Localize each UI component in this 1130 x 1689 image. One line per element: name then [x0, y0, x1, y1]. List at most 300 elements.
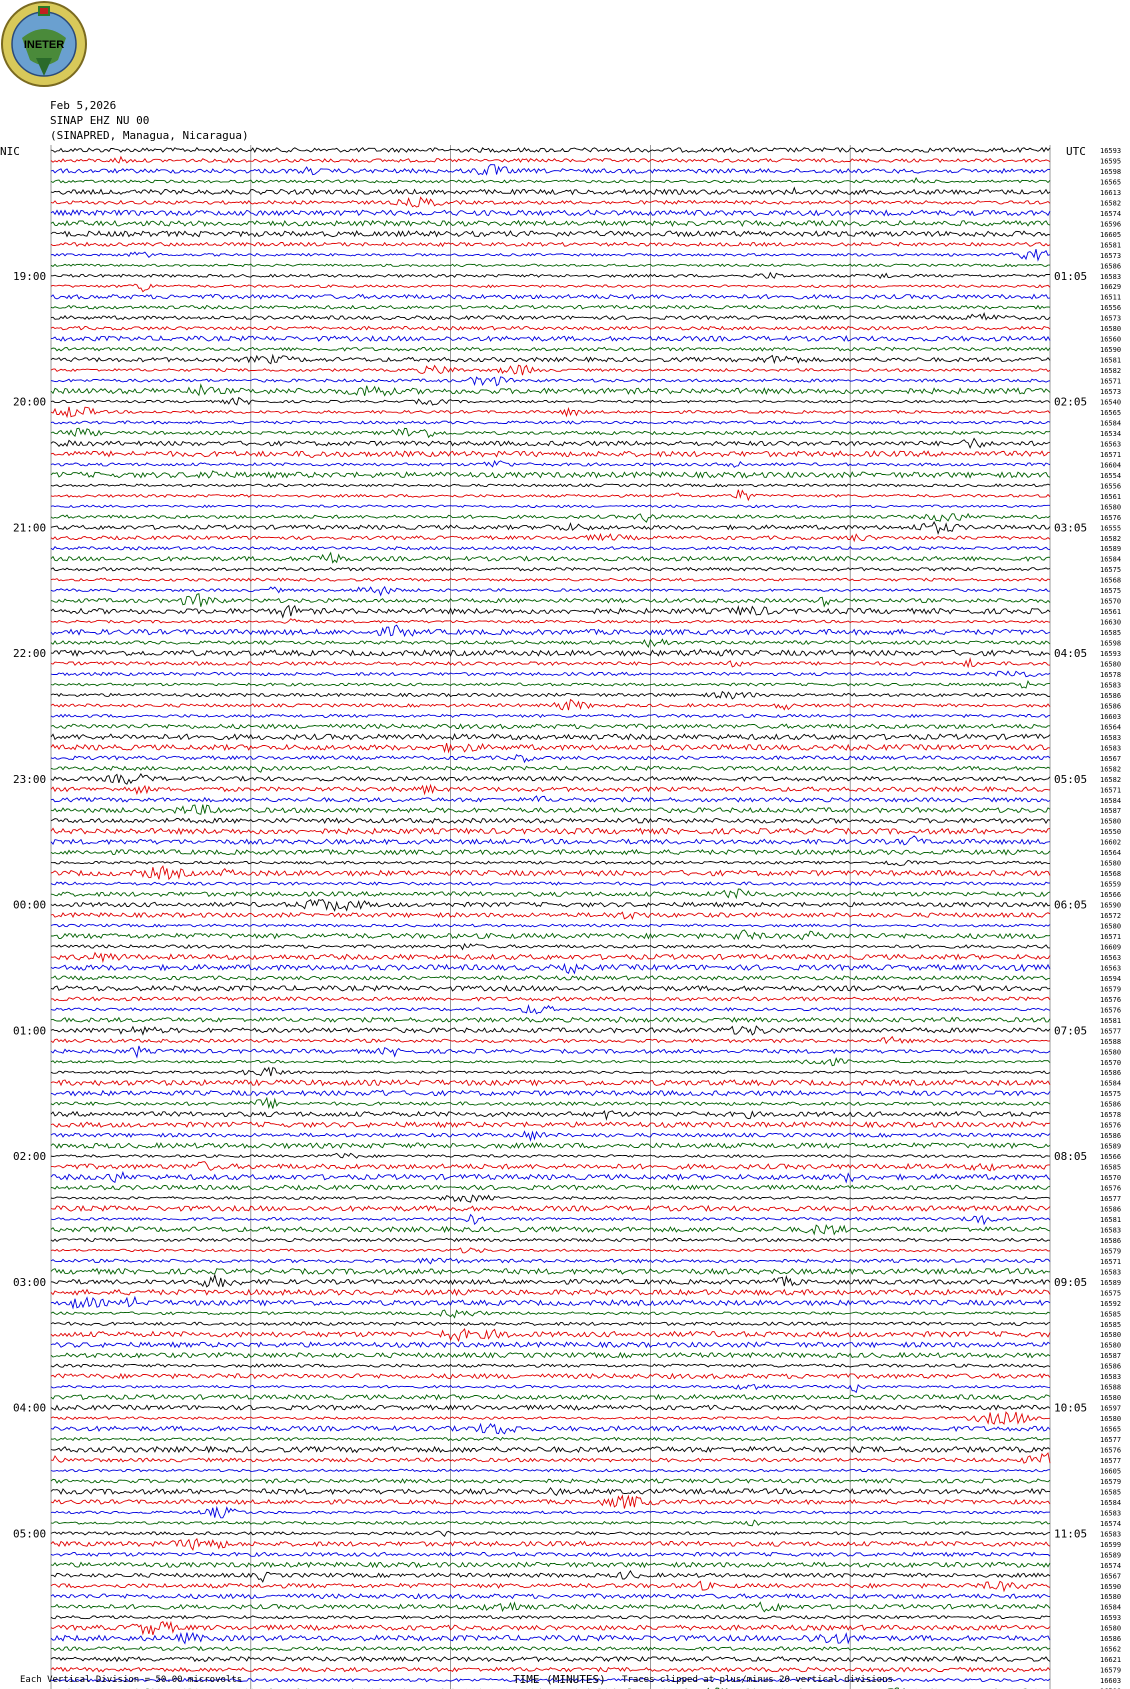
- trace-row: [51, 930, 1050, 940]
- trace-row: [51, 1225, 1050, 1234]
- row-count-label: 16583: [1100, 1509, 1122, 1518]
- trace-row: [51, 964, 1050, 973]
- trace-row: [51, 1058, 1050, 1065]
- trace-row: [51, 1238, 1050, 1241]
- row-count-label: 16578: [1100, 671, 1122, 679]
- trace-row: [51, 1006, 1050, 1014]
- trace-row: [51, 1594, 1050, 1599]
- trace-row: [51, 860, 1050, 865]
- trace-row: [51, 398, 1050, 405]
- trace-row: [51, 805, 1050, 815]
- row-count-label: 16577: [1100, 1027, 1122, 1036]
- trace-row: [51, 197, 1050, 207]
- trace-row: [51, 1080, 1050, 1085]
- row-count-label: 16604: [1100, 461, 1122, 470]
- row-count-label: 16585: [1100, 1163, 1122, 1172]
- row-count-label: 16589: [1100, 1551, 1122, 1560]
- trace-row: [51, 900, 1050, 911]
- trace-row: [51, 1633, 1050, 1644]
- row-count-label: 16580: [1100, 503, 1122, 512]
- trace-row: [51, 505, 1050, 507]
- trace-row: [51, 1647, 1050, 1651]
- row-count-label: 16580: [1100, 1394, 1122, 1403]
- row-count-label: 16580: [1100, 1624, 1122, 1633]
- row-count-label: 16580: [1100, 325, 1122, 334]
- logo-text: INETER: [23, 39, 65, 51]
- trace-row: [51, 1479, 1050, 1483]
- row-count-label: 16571: [1100, 786, 1122, 795]
- row-count-label: 16593: [1100, 650, 1122, 658]
- trace-row: [51, 1616, 1050, 1619]
- row-count-label: 16578: [1100, 1111, 1122, 1120]
- trace-row: [51, 1424, 1050, 1434]
- trace-row: [51, 850, 1050, 855]
- trace-row: [51, 724, 1050, 728]
- right-hour-label: 03:05: [1054, 521, 1088, 535]
- trace-row: [51, 210, 1050, 215]
- trace-row: [51, 165, 1050, 175]
- trace-row: [51, 714, 1050, 717]
- trace-row: [51, 547, 1050, 550]
- trace-row: [51, 264, 1050, 266]
- row-count-label: 16605: [1100, 1467, 1122, 1476]
- trace-row: [51, 231, 1050, 237]
- trace-row: [51, 734, 1050, 739]
- row-count-label: 16566: [1100, 1153, 1122, 1162]
- trace-row: [51, 553, 1050, 563]
- row-count-label: 16593: [1100, 1614, 1122, 1623]
- trace-row: [51, 157, 1050, 163]
- row-count-label: 16580: [1100, 1415, 1122, 1424]
- trace-row: [51, 428, 1050, 437]
- trace-row: [51, 818, 1050, 823]
- row-count-label: 16575: [1100, 566, 1122, 575]
- row-count-label: 16563: [1100, 440, 1122, 449]
- scale-note: Each Vertical Division = 50.00 microvolts: [20, 1675, 243, 1685]
- row-count-label: 16581: [1100, 1016, 1122, 1025]
- trace-row: [51, 882, 1050, 885]
- row-count-label: 16586: [1100, 1362, 1122, 1371]
- row-count-label: 16583: [1100, 1268, 1122, 1277]
- trace-row: [51, 743, 1050, 752]
- row-count-label: 16589: [1100, 545, 1122, 554]
- trace-row: [51, 1508, 1050, 1518]
- trace-row: [51, 587, 1050, 596]
- left-hour-label: 20:00: [13, 395, 47, 409]
- row-count-label: 16586: [1100, 1100, 1122, 1109]
- trace-row: [51, 594, 1050, 607]
- row-count-label: 16583: [1100, 733, 1122, 742]
- row-count-label: 16605: [1100, 230, 1122, 239]
- row-count-label: 16595: [1100, 157, 1122, 166]
- row-count-label: 16540: [1100, 398, 1122, 407]
- row-count-label: 16630: [1100, 618, 1122, 627]
- row-count-label: 16576: [1100, 1184, 1122, 1193]
- row-count-label: 16585: [1100, 1488, 1122, 1497]
- row-count-label: 16574: [1100, 1519, 1122, 1528]
- trace-row: [51, 1090, 1050, 1095]
- row-count-label: 16599: [1100, 1540, 1122, 1549]
- row-count-label: 16571: [1100, 1257, 1122, 1266]
- trace-row: [51, 1195, 1050, 1202]
- trace-row: [51, 1162, 1050, 1171]
- row-count-label: 16586: [1100, 692, 1122, 700]
- row-count-label: 16598: [1100, 639, 1122, 648]
- trace-row: [51, 221, 1050, 226]
- trace-row: [51, 1172, 1050, 1182]
- right-hour-label: 01:05: [1054, 269, 1088, 283]
- trace-row: [51, 1153, 1050, 1158]
- left-hour-label: 22:00: [13, 647, 47, 660]
- trace-row: [51, 421, 1050, 424]
- row-count-label: 16580: [1100, 1341, 1122, 1350]
- right-hour-label: 08:05: [1054, 1150, 1088, 1164]
- row-count-label: 16565: [1100, 1425, 1122, 1434]
- row-count-label: 16582: [1100, 765, 1122, 774]
- row-count-label: 16556: [1100, 482, 1122, 491]
- right-hour-label: 07:05: [1054, 1024, 1088, 1038]
- row-count-label: 16587: [1100, 807, 1122, 816]
- trace-row: [51, 1353, 1050, 1358]
- row-count-label: 16583: [1100, 1530, 1122, 1539]
- row-count-label: 16609: [1100, 943, 1122, 952]
- row-count-label: 16613: [1100, 188, 1122, 197]
- row-count-label: 16579: [1100, 1247, 1122, 1256]
- trace-row: [51, 347, 1050, 350]
- row-count-label: 16565: [1100, 178, 1122, 187]
- trace-row: [51, 148, 1050, 152]
- row-count-label: 16586: [1100, 1635, 1122, 1644]
- trace-row: [51, 1562, 1050, 1567]
- trace-row: [51, 1111, 1050, 1119]
- trace-row: [51, 1185, 1050, 1190]
- row-count-label: 16563: [1100, 954, 1122, 962]
- trace-row: [51, 385, 1050, 396]
- trace-row: [51, 1657, 1050, 1662]
- trace-row: [51, 407, 1050, 417]
- axis-labels: [13, 147, 1121, 1689]
- row-count-label: 16589: [1100, 1278, 1122, 1287]
- row-count-label: 16585: [1100, 1310, 1122, 1319]
- row-count-label: 16603: [1100, 712, 1122, 721]
- row-count-label: 16583: [1100, 1226, 1122, 1235]
- row-count-label: 16580: [1100, 1593, 1122, 1602]
- row-count-label: 16587: [1100, 1352, 1122, 1361]
- trace-row: [51, 471, 1050, 478]
- trace-row: [51, 866, 1050, 879]
- row-count-label: 16592: [1100, 1299, 1122, 1308]
- trace-row: [51, 188, 1050, 195]
- row-count-label: 16564: [1100, 849, 1122, 858]
- row-count-label: 16577: [1100, 1436, 1122, 1444]
- row-count-label: 16577: [1100, 1195, 1122, 1203]
- row-count-label: 16581: [1100, 1216, 1122, 1224]
- trace-row: [51, 295, 1050, 299]
- left-hour-label: 19:00: [13, 269, 47, 283]
- row-count-label: 16589: [1100, 1142, 1122, 1151]
- trace-row: [51, 1310, 1050, 1318]
- row-count-label: 16572: [1100, 912, 1122, 920]
- row-count-label: 16568: [1100, 576, 1122, 585]
- trace-row: [51, 766, 1050, 772]
- row-count-label: 16567: [1100, 1572, 1122, 1581]
- trace-row: [51, 997, 1050, 1001]
- trace-row: [51, 700, 1050, 711]
- row-count-label: 16571: [1100, 377, 1122, 386]
- row-count-label: 16580: [1100, 660, 1122, 669]
- row-count-label: 16564: [1100, 723, 1122, 732]
- row-count-label: 16586: [1100, 1132, 1122, 1141]
- left-hour-label: 03:00: [13, 1275, 47, 1289]
- trace-row: [51, 1132, 1050, 1141]
- trace-row: [51, 273, 1050, 279]
- trace-row: [51, 1098, 1050, 1108]
- trace-row: [51, 522, 1050, 534]
- row-count-label: 16581: [1100, 241, 1122, 250]
- row-count-label: 16580: [1100, 1048, 1122, 1057]
- row-count-label: 16586: [1100, 1069, 1122, 1078]
- trace-row: [51, 326, 1050, 330]
- trace-row: [51, 355, 1050, 363]
- trace-row: [51, 785, 1050, 794]
- trace-row: [51, 1412, 1050, 1424]
- trace-row: [51, 1622, 1050, 1635]
- trace-row: [51, 1438, 1050, 1441]
- left-hour-label: 05:00: [13, 1527, 47, 1541]
- trace-row: [51, 649, 1050, 656]
- row-count-label: 16629: [1100, 283, 1122, 292]
- plot-date: Feb 5,2026: [50, 99, 117, 112]
- trace-row: [51, 1496, 1050, 1509]
- trace-row: [51, 796, 1050, 802]
- row-count-label: 16584: [1100, 796, 1122, 805]
- station-location: (SINAPRED, Managua, Nicaragua): [50, 129, 249, 142]
- row-count-label: 16580: [1100, 922, 1122, 931]
- trace-row: [51, 1374, 1050, 1379]
- trace-row: [51, 534, 1050, 541]
- trace-row: [51, 659, 1050, 667]
- trace-row: [51, 1248, 1050, 1253]
- row-count-label: 16586: [1100, 1236, 1122, 1245]
- trace-row: [51, 1385, 1050, 1393]
- row-count-label: 16556: [1100, 304, 1122, 313]
- trace-row: [51, 1668, 1050, 1672]
- row-count-label: 16597: [1100, 1404, 1122, 1413]
- row-count-label: 16583: [1100, 1373, 1122, 1382]
- row-count-label: 16561: [1100, 492, 1122, 501]
- trace-row: [51, 1258, 1050, 1263]
- row-count-label: 16590: [1100, 901, 1122, 910]
- trace-row: [51, 986, 1050, 991]
- row-count-label: 16565: [1100, 409, 1122, 417]
- row-count-label: 16570: [1100, 1174, 1122, 1182]
- row-count-label: 16568: [1100, 870, 1122, 879]
- trace-row: [51, 1297, 1050, 1308]
- trace-row: [51, 313, 1050, 319]
- trace-row: [51, 606, 1050, 618]
- row-count-label: 16567: [1100, 754, 1122, 763]
- left-hour-label: 00:00: [13, 898, 47, 912]
- trace-row: [51, 755, 1050, 762]
- clip-note: Traces clipped at plus/minus 20 vertical divisions: [622, 1675, 893, 1685]
- row-count-label: 16582: [1100, 199, 1122, 208]
- trace-row: [51, 178, 1050, 183]
- trace-row: [51, 1290, 1050, 1295]
- row-count-label: 16574: [1100, 209, 1122, 218]
- trace-row: [51, 461, 1050, 467]
- row-count-label: 16621: [1100, 1656, 1122, 1665]
- row-count-label: 16573: [1100, 251, 1122, 260]
- trace-row: [51, 1068, 1050, 1076]
- row-count-label: 16584: [1100, 1603, 1122, 1612]
- row-count-label: 16598: [1100, 168, 1122, 176]
- row-count-label: 16596: [1100, 220, 1122, 229]
- trace-row: [51, 1017, 1050, 1023]
- row-count-label: 16579: [1100, 1478, 1122, 1486]
- row-count-label: 16573: [1100, 314, 1122, 323]
- row-count-label: 16576: [1100, 1446, 1122, 1455]
- left-timezone-label: NIC: [0, 145, 20, 158]
- row-count-label: 16582: [1100, 534, 1122, 543]
- row-count-label: 16602: [1100, 838, 1122, 847]
- trace-row: [51, 639, 1050, 647]
- row-count-label: 16590: [1100, 1582, 1122, 1591]
- trace-row: [51, 671, 1050, 676]
- row-count-label: 16582: [1100, 775, 1122, 784]
- left-hour-label: 21:00: [13, 521, 47, 535]
- trace-row: [51, 1520, 1050, 1526]
- row-count-label: 16583: [1100, 744, 1122, 753]
- trace-row: [51, 1046, 1050, 1057]
- trace-row: [51, 619, 1050, 624]
- trace-row: [51, 1488, 1050, 1496]
- trace-row: [51, 1581, 1050, 1591]
- row-count-label: 16570: [1100, 597, 1122, 606]
- trace-row: [51, 1329, 1050, 1341]
- trace-row: [51, 1395, 1050, 1400]
- trace-row: [51, 1531, 1050, 1536]
- row-count-label: 16563: [1100, 964, 1122, 973]
- row-count-label: 16586: [1100, 1205, 1122, 1214]
- row-count-label: 16580: [1100, 1331, 1122, 1340]
- trace-row: [51, 451, 1050, 457]
- trace-row: [51, 1342, 1050, 1347]
- trace-row: [51, 243, 1050, 247]
- trace-row: [51, 1364, 1050, 1367]
- row-count-label: 16571: [1100, 450, 1122, 459]
- row-count-label: 16571: [1100, 933, 1122, 941]
- row-count-label: 16576: [1100, 1121, 1122, 1130]
- trace-row: [51, 976, 1050, 980]
- trace-row: [51, 1037, 1050, 1044]
- trace-row: [51, 284, 1050, 292]
- trace-row: [51, 306, 1050, 309]
- minute-gridlines: [51, 145, 1050, 1689]
- row-count-label: 16573: [1100, 388, 1122, 396]
- row-count-label: 16593: [1100, 147, 1122, 155]
- trace-row: [51, 1405, 1050, 1410]
- trace-row: [51, 439, 1050, 448]
- trace-row: [51, 1469, 1050, 1472]
- trace-row: [51, 490, 1050, 500]
- row-count-label: 16575: [1100, 1090, 1122, 1099]
- row-count-label: 16584: [1100, 1079, 1122, 1088]
- row-count-label: 16576: [1100, 1006, 1122, 1015]
- trace-row: [51, 681, 1050, 688]
- row-count-label: 16534: [1100, 430, 1122, 438]
- trace-row: [51, 1602, 1050, 1611]
- row-count-label: 16576: [1100, 513, 1122, 522]
- row-count-label: 16585: [1100, 629, 1122, 638]
- row-count-label: 16559: [1100, 880, 1122, 889]
- trace-row: [51, 944, 1050, 950]
- trace-row: [51, 1571, 1050, 1582]
- right-hour-label: 11:05: [1054, 1527, 1088, 1541]
- row-count-label: 16580: [1100, 817, 1122, 826]
- left-hour-label: 23:00: [13, 772, 47, 786]
- trace-row: [51, 1206, 1050, 1211]
- row-count-label: 16575: [1100, 1289, 1122, 1298]
- row-count-label: 16577: [1100, 1457, 1122, 1465]
- trace-row: [51, 484, 1050, 487]
- trace-row: [51, 912, 1050, 919]
- trace-row: [51, 1215, 1050, 1225]
- station-name: SINAP EHZ NU 00: [50, 114, 150, 127]
- row-count-label: 16584: [1100, 419, 1122, 428]
- trace-row: [51, 1143, 1050, 1148]
- row-count-label: 16603: [1100, 1677, 1122, 1686]
- row-count-label: 16582: [1100, 367, 1122, 376]
- trace-rows: [51, 148, 1050, 1689]
- right-hour-label: 05:05: [1054, 772, 1088, 786]
- trace-row: [51, 1322, 1050, 1325]
- trace-row: [51, 1453, 1050, 1463]
- trace-row: [51, 365, 1050, 375]
- trace-row: [51, 1269, 1050, 1274]
- row-count-label: 16594: [1100, 974, 1122, 983]
- row-count-label: 16585: [1100, 1320, 1122, 1329]
- trace-row: [51, 953, 1050, 962]
- row-count-label: 16560: [1100, 335, 1122, 344]
- row-count-label: 16570: [1100, 1058, 1122, 1067]
- trace-row: [51, 249, 1050, 260]
- right-hour-label: 02:05: [1054, 395, 1088, 409]
- trace-row: [51, 924, 1050, 927]
- left-hour-label: 01:00: [13, 1024, 47, 1038]
- trace-row: [51, 1447, 1050, 1453]
- right-timezone-label: UTC: [1066, 145, 1086, 158]
- row-count-label: 16574: [1100, 1561, 1122, 1570]
- row-count-label: 16584: [1100, 555, 1122, 564]
- row-count-label: 16562: [1100, 1645, 1122, 1654]
- right-hour-label: 06:05: [1054, 898, 1088, 912]
- x-axis-title: TIME (MINUTES): [513, 1673, 606, 1686]
- trace-row: [51, 514, 1050, 522]
- row-count-label: 16511: [1100, 293, 1122, 302]
- right-hour-label: 04:05: [1054, 647, 1088, 660]
- row-count-label: 16576: [1100, 995, 1122, 1004]
- trace-row: [51, 1552, 1050, 1556]
- row-count-label: 16590: [1100, 346, 1122, 355]
- row-count-label: 16561: [1100, 608, 1122, 617]
- row-count-label: 16566: [1100, 891, 1122, 900]
- row-count-label: 16580: [1100, 859, 1122, 868]
- trace-row: [51, 1122, 1050, 1127]
- row-count-label: 16550: [1100, 828, 1122, 837]
- trace-row: [51, 828, 1050, 834]
- row-count-label: 16584: [1100, 1498, 1122, 1507]
- row-count-label: 16588: [1100, 1037, 1122, 1046]
